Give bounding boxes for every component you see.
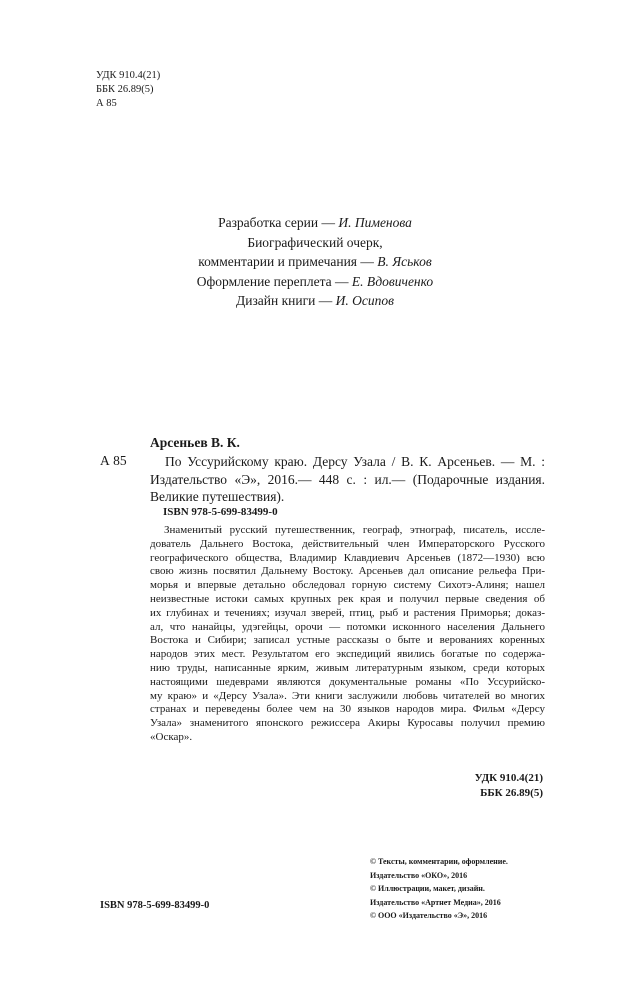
top-classification-codes: [96, 69, 160, 111]
abstract-line: нию труды, написанные ярким, живым литературным языком, среди которых: [150, 661, 545, 674]
copyright-block: [370, 855, 570, 923]
copyright-line: Издательство «Артнет Медиа», 2016: [370, 897, 501, 907]
catalog-title-line: Издательство «Э», 2016.— 448 с. : ил.— (Подарочные издания.: [150, 471, 545, 487]
catalog-bbk: ББК 26.89(5): [480, 787, 543, 799]
abstract-line: му краю» и «Дерсу Узала». Эти книги заслужили любовь читателей во многих: [150, 689, 545, 702]
credit-series: Разработка серии — И. Пименова: [218, 215, 412, 230]
abstract-line: географического общества, Владимир Клавдиевич Арсеньев (1872—1930) всю: [150, 551, 545, 564]
top-author-mark: А 85: [96, 98, 117, 109]
abstract-line: неизвестные истоки самых крупных рек края и получил первые сведения об: [150, 592, 545, 605]
abstract-line: странах и переведены более чем на 30 языков народов мира. Фильм «Дерсу: [150, 703, 545, 716]
copyright-line: © Иллюстрации, макет, дизайн.: [370, 884, 485, 893]
abstract-line: «Оскар».: [150, 730, 193, 743]
catalog-title-line: По Уссурийскому краю. Дерсу Узала / В. К. Арсеньев. — М. :: [165, 454, 545, 469]
copyright-line: Издательство «ОКО», 2016: [370, 870, 468, 880]
credit-design: Дизайн книги — И. Осипов: [236, 293, 394, 308]
credit-essay: Биографический очерк,: [247, 234, 383, 250]
abstract-line: Знаменитый русский путешественник, географ, этнограф, писатель, иссле-: [164, 524, 545, 536]
abstract-line: их глубинах и течениях; изучал зверей, птиц, рыб и растения Приморья; доказ-: [150, 606, 545, 619]
abstract-line: дователь Дальнего Востока, действительный член Императорского Русского: [150, 537, 545, 550]
abstract-line: Востока и Сибири; записал устные рассказы о быте и верованиях коренных: [150, 634, 545, 647]
catalog-author: Арсеньев В. К.: [150, 435, 240, 450]
abstract-line: Узала» знаменитого японского режиссера Акиры Куросавы получил премию: [150, 717, 545, 730]
top-bbk-code: ББК 26.89(5): [96, 84, 154, 95]
abstract-line: морья и впервые детально обследовал горную систему Сихотэ-Алиня; нашел: [150, 579, 545, 592]
credit-comments: комментарии и примечания — В. Яськов: [198, 254, 432, 269]
catalog-udk: УДК 910.4(21): [474, 772, 543, 784]
abstract-line: настоящими шедеврами являются документальные романы «По Уссурийско-: [150, 675, 545, 688]
credits-block: [150, 213, 480, 311]
catalog-isbn: ISBN 978-5-699-83499-0: [163, 506, 278, 518]
catalog-title: [150, 453, 545, 506]
credit-cover: Оформление переплета — Е. Вдовиченко: [196, 273, 434, 289]
catalog-title-line: Великие путешествия).: [150, 489, 285, 504]
abstract-line: народов этих мест. Результатом его экспедиций явились богатые по содержа-: [150, 648, 545, 661]
copyright-line: © ООО «Издательство «Э», 2016: [370, 911, 488, 920]
abstract-line: ал, что нанайцы, удэгейцы, орочи — потомки исконного населения Дальнего: [150, 620, 545, 633]
catalog-abstract: [150, 524, 545, 745]
bottom-isbn: ISBN 978-5-699-83499-0: [100, 900, 210, 911]
copyright-line: © Тексты, комментарии, оформление.: [370, 857, 508, 866]
catalog-code: А 85: [100, 453, 127, 468]
top-udk-code: УДК 910.4(21): [96, 70, 161, 81]
catalog-classification: [380, 771, 543, 801]
abstract-line: свою жизнь посвятил Дальнему Востоку. Арсеньев дал описание рельефа При-: [150, 565, 545, 578]
